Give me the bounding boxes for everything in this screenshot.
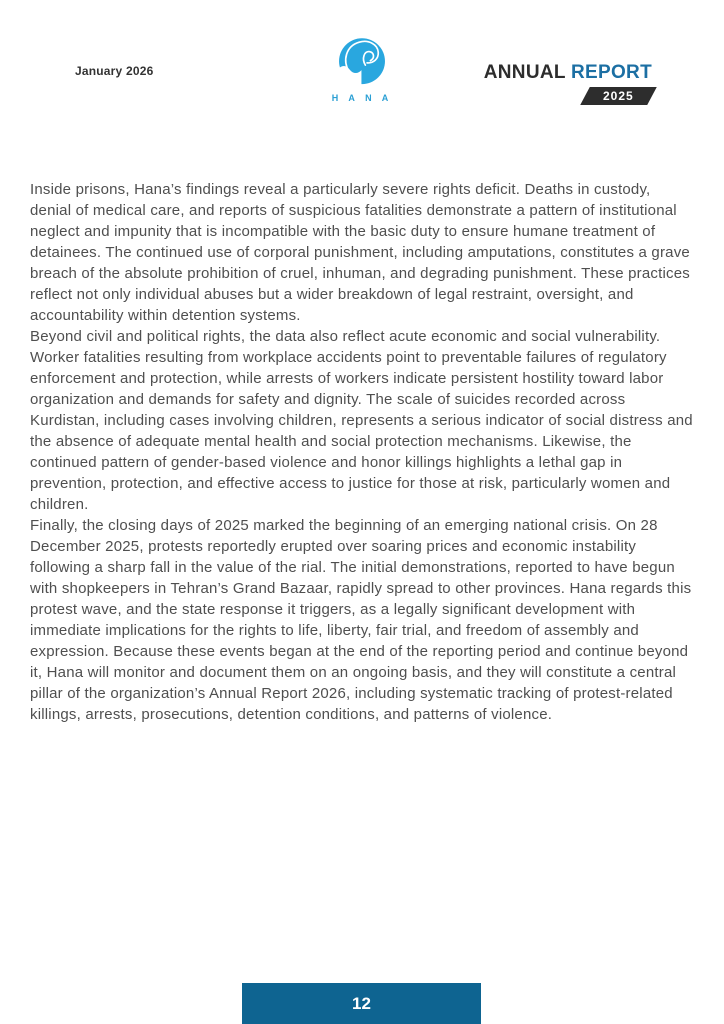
- page-number-bar: [242, 983, 481, 1024]
- annual-report-title: [484, 62, 652, 84]
- page-number: 12: [352, 993, 371, 1013]
- logo-wordmark: H A N A: [331, 93, 393, 103]
- badge-year-label: 2025: [603, 89, 634, 103]
- header-date: January 2026: [75, 64, 154, 78]
- badge-year-ribbon: [581, 87, 657, 105]
- paragraph-national-crisis: Finally, the closing days of 2025 marked the beginning of an emerging national crisis. On 28 December 2025, protests reportedly erupted over soaring prices and economic instability following a sharp fall in the value of the rial. The initial demonstrations, reported to have begun with shopkeepers in Tehran’s Grand Bazaar, rapidly spread to other provinces. Hana regards this protest wave, and the state response it triggers, as a legally significant development with immediate implications for the rights to life, liberty, fair trial, and freedom of assembly and expression. Because these events began at the end of the reporting period and continue beyond it, Hana will monitor and document them on an ongoing basis, and they will constitute a central pillar of the organization’s Annual Report 2026, including systematic tracking of protest-related killings, arrests, prosecutions, detention conditions, and patterns of violence.: [30, 517, 692, 723]
- report-body: [30, 179, 693, 725]
- dove-icon: [331, 36, 393, 92]
- badge-report-label: REPORT: [571, 62, 652, 83]
- badge-annual-label: ANNUAL: [483, 62, 566, 83]
- hana-logo: [331, 36, 393, 103]
- paragraph-economic-social: Beyond civil and political rights, the data also reflect acute economic and social vulnerability. Worker fatalities resulting from workplace accidents point to preventable failures of regulatory enforcement and protection, while arrests of workers indicate persistent hostility toward labor organization and demands for safety and dignity. The scale of suicides recorded across Kurdistan, including cases involving children, represents a serious indicator of social distress and the absence of adequate mental health and social protection mechanisms. Likewise, the continued pattern of gender-based violence and honor killings highlights a lethal gap in prevention, protection, and effective access to justice for those at risk, particularly women and children.: [30, 328, 693, 513]
- paragraph-prisons: Inside prisons, Hana’s findings reveal a particularly severe rights deficit. Deaths in custody, denial of medical care, and reports of suspicious fatalities demonstrate a pattern of institutional neglect and impunity that is incompatible with the basic duty to ensure humane treatment of detainees. The continued use of corporal punishment, including amputations, constitutes a grave breach of the absolute prohibition of cruel, inhuman, and degrading punishment. These practices reflect not only individual abuses but a wider breakdown of legal restraint, oversight, and accountability within detention systems.: [30, 181, 690, 324]
- annual-report-badge: [484, 62, 652, 105]
